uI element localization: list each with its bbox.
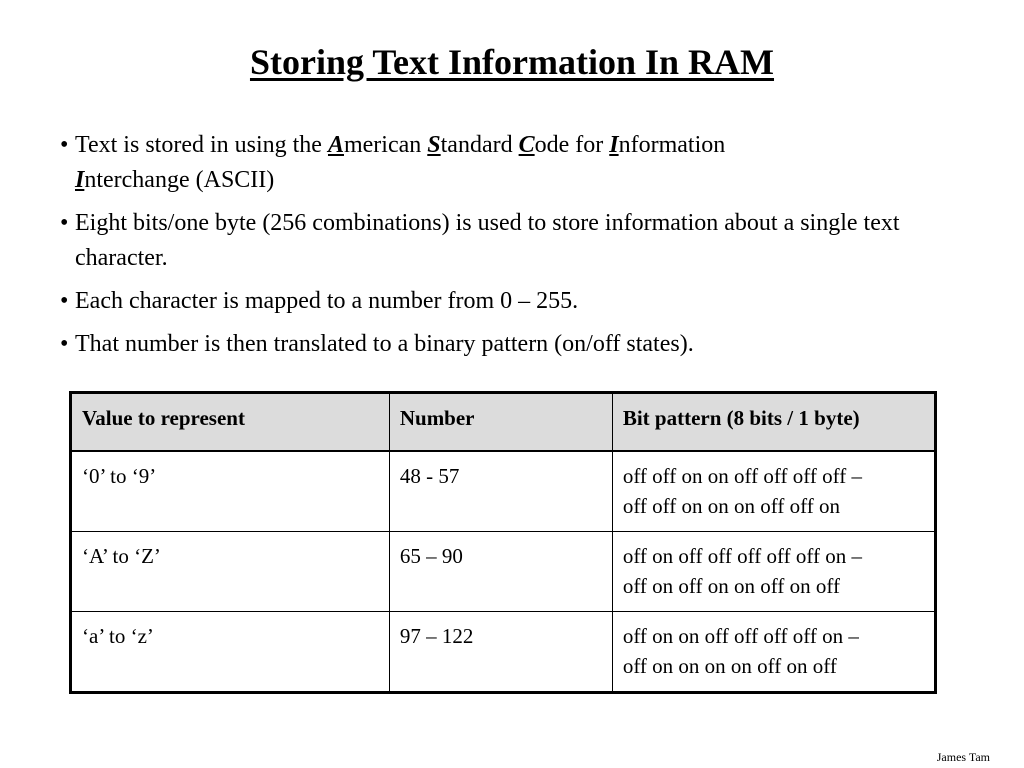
- bullet-text: tandard: [440, 132, 519, 158]
- header-value-to-represent: Value to represent: [71, 393, 390, 452]
- bit-pattern-line: off on off off off off off on –: [622, 544, 862, 568]
- bullet-text: nterchange (ASCII): [84, 167, 275, 193]
- bullet-text: merican: [343, 132, 428, 158]
- table-row: [71, 451, 936, 532]
- acronym-letter-a: A: [327, 132, 344, 158]
- bit-pattern-line: off off on on off off off off –: [622, 464, 862, 488]
- cell-bit-pattern: [612, 451, 935, 532]
- cell-value: ‘A’ to ‘Z’: [71, 532, 390, 612]
- bullet-text: ode for: [534, 132, 610, 158]
- cell-number: 65 – 90: [389, 532, 612, 612]
- acronym-letter-s: S: [427, 132, 441, 158]
- bullet-character-mapping: • Each character is mapped to a number from 0 – 255.: [60, 284, 960, 319]
- acronym-letter-i: I: [75, 167, 85, 193]
- header-bit-pattern: Bit pattern (8 bits / 1 byte): [612, 393, 935, 452]
- bullet-ascii-definition: [60, 128, 960, 198]
- bullet-binary-pattern: • That number is then translated to a binary pattern (on/off states).: [60, 327, 960, 362]
- cell-value: ‘0’ to ‘9’: [71, 451, 390, 532]
- cell-number: 97 – 122: [389, 612, 612, 693]
- table-row: [71, 612, 936, 693]
- cell-bit-pattern: [612, 612, 935, 693]
- ascii-table: [69, 391, 937, 694]
- author-footer: James Tam: [936, 750, 990, 764]
- cell-number: 48 - 57: [389, 451, 612, 532]
- cell-value: ‘a’ to ‘z’: [71, 612, 390, 693]
- bullet-list: [60, 128, 960, 370]
- bullet-eight-bits: • Eight bits/one byte (256 combinations) is used to store information about a single text character.: [60, 206, 960, 276]
- bullet-text: Text is stored in using the: [75, 132, 328, 158]
- cell-bit-pattern: [612, 532, 935, 612]
- acronym-letter-i: I: [609, 132, 619, 158]
- header-number: Number: [389, 393, 612, 452]
- bit-pattern-line: off on off on on off on off: [622, 574, 840, 598]
- bit-pattern-line: off on on off off off off on –: [622, 624, 859, 648]
- acronym-letter-c: C: [518, 132, 535, 158]
- table-row: [71, 532, 936, 612]
- bit-pattern-line: off off on on on off off on: [622, 494, 840, 518]
- bit-pattern-line: off on on on on off on off: [622, 654, 837, 678]
- table-header-row: [71, 393, 936, 452]
- slide-title: Storing Text Information In RAM: [249, 42, 775, 82]
- bullet-text: nformation: [618, 132, 726, 158]
